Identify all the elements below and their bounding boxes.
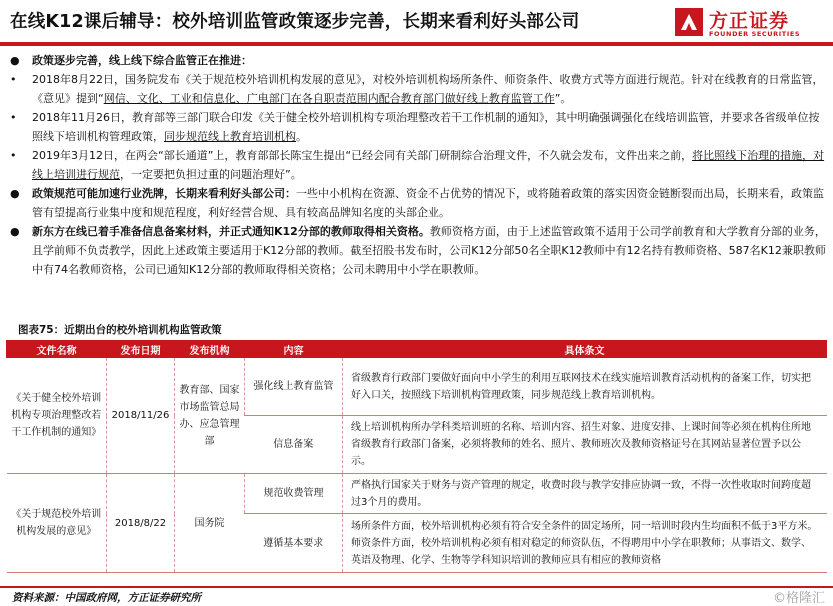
cell-org: 国务院 [175,474,245,573]
logo-text-cn: 方正证券 [709,10,790,32]
bullet-text-tail: ，一定要把负担过重的问题治理好”。 [120,168,302,181]
bullet-item [6,70,826,108]
bullet-dot: • [10,149,17,162]
bullet-item [6,222,826,279]
column-header-content: 内容 [245,341,343,358]
bullet-text-tail: 。 [296,130,307,143]
column-header-date: 发布日期 [107,341,175,358]
header-divider [0,42,833,46]
cell-detail: 线上培训机构所办学科类培训班的名称、培训内容、招生对象、进度安排、上课时间等必须在机构住所地省级教育行政部门备案，必须将教师的姓名、照片、教师班次及教师资格证号在其网站显著位置予以公示。 [343,416,827,474]
page-title: 在线K12课后辅导：校外培训监管政策逐步完善，长期来看利好头部公司 [10,12,580,32]
footer [0,586,833,606]
cell-content: 规范收费管理 [245,474,343,514]
bullet-heading: 政策规范可能加速行业洗牌，长期来看利好头部公司： [32,187,296,200]
founder-securities-logo [675,5,815,41]
column-header-org: 发布机构 [175,341,245,358]
bullet-item [6,146,826,184]
header [0,0,833,44]
bullet-dot: ● [10,54,20,67]
cell-file-name: 《关于规范校外培训机构发展的意见》 [7,474,107,573]
bullet-text: 2019年3月12日，在两会“部长通道”上，教育部部长陈宝生提出“已经会同有关部门研制综合治理文件，不久就会发布，文件出来之前， [32,149,693,162]
bullet-item [6,108,826,146]
cell-detail: 严格执行国家关于财务与资产管理的规定，收费时段与教学安排应协调一致，不得一次性收取时间跨度超过3个月的费用。 [343,474,827,514]
bullet-text: 教师资格方面，由于上述监管政策不适用于公司学前教育和大学教育分部的业务，且学前师不负责教学，因此上述政策主要适用于K12分部的教师。截至招股书发布时，公司K12分部50名全职K12教师中有12名持有教师资格、587名K12兼职教师中有74名教师资格，公司已通知K12分部的教师取得相关资格；公司未聘用中小学在职教师。 [32,225,826,276]
bullet-text: 2018年11月26日，教育部等三部门联合印发《关于健全校外培训机构专项治理整改若干工作机制的通知》，其中明确强调强化在线培训监管，并要求各省级单位按照线下培训机构管理政策， [32,111,820,143]
bullet-item [6,51,826,70]
cell-org: 教育部、国家市场监管总局办、应急管理部 [175,358,245,474]
bullet-heading: 政策逐步完善，线上线下综合监管正在推进： [32,54,252,67]
source-note: 资料来源：中国政府网，方正证券研究所 [12,592,201,604]
bullet-underlined-text: 同步规范线上教育培训机构 [164,130,296,143]
bullet-dot: • [10,73,17,86]
cell-content: 信息备案 [245,416,343,474]
bullet-item [6,184,826,222]
table-row [7,358,827,416]
cell-content: 强化线上教育监管 [245,358,343,416]
bullet-dot: ● [10,187,20,200]
bullet-underlined-text: 网信、文化、工业和信息化、广电部门在各自职责范围内配合教育部门做好线上教育监管工作 [103,92,555,105]
cell-date: 2018/11/26 [107,358,175,474]
bullet-underlined-text: 将比照线下治理的措施，对线上培训进行规范 [32,149,825,181]
column-header-file: 文件名称 [7,341,107,358]
cell-detail: 场所条件方面，校外培训机构必须有符合安全条件的固定场所，同一培训时段内生均面积不低于3平方米。师资条件方面，校外培训机构必须有相对稳定的师资队伍，不得聘用中小学在职教师；从事语文、数学、英语及物理、化学、生物等学科知识培训的教师应具有相应的教师资格 [343,514,827,573]
bullet-dot: • [10,111,17,124]
bullet-text: 一些中小机构在资源、资金不占优势的情况下，或将随着政策的落实因资金链断裂而出局，长期来看，政策监管有望提高行业集中度和规范程度，利好经营合规、具有较高品牌知名度的头部企业。 [32,187,824,219]
watermark: ©格隆汇 [772,591,825,606]
table-row [7,474,827,514]
bullet-text: 2018年8月22日，国务院发布《关于规范校外培训机构发展的意见》，对校外培训机构场所条件、师资条件、收费方式等方面进行规范。针对在线教育的日常监管，《意见》提到“ [32,73,824,105]
cell-file-name: 《关于健全校外培训机构专项治理整改若干工作机制的通知》 [7,358,107,474]
footer-divider [0,586,833,588]
cell-detail: 省级教育行政部门要做好面向中小学生的利用互联网技术在线实施培训教育活动机构的备案工作，切实把好入口关，按照线下培训机构管理政策，同步规范线上教育培训机构。 [343,358,827,416]
figure-title: 图表75：近期出台的校外培训机构监管政策 [18,324,222,336]
cell-date: 2018/8/22 [107,474,175,573]
founder-logo-mark-icon [675,8,703,36]
bullet-text-tail: ”。 [554,92,572,105]
column-header-detail: 具体条文 [343,341,827,358]
bullet-list [6,51,826,279]
logo-text-en: FOUNDER SECURITIES [709,30,801,38]
table-header-row [7,341,827,358]
policy-table [6,340,827,573]
cell-content: 遵循基本要求 [245,514,343,573]
bullet-heading: 新东方在线已着手准备信息备案材料，并正式通知K12分部的教师取得相关资格。 [32,225,430,238]
bullet-dot: ● [10,225,20,238]
